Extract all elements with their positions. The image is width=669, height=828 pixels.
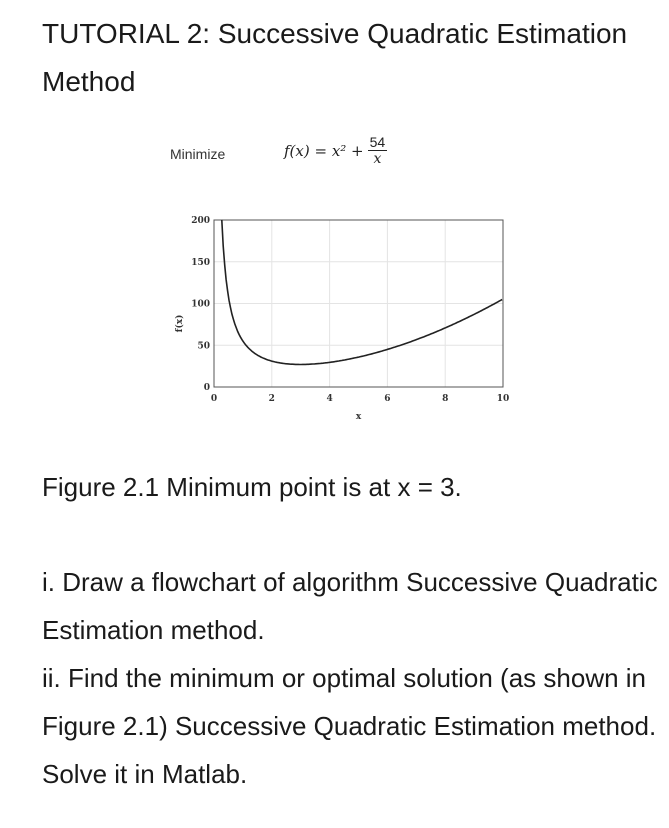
minimize-label: Minimize [170, 146, 226, 162]
y-tick-label: 0 [203, 383, 210, 393]
x-tick-label: 4 [326, 394, 333, 404]
series-line-f [222, 220, 502, 365]
question-1: i. Draw a flowchart of algorithm Successive Quadratic Estimation method. [42, 567, 658, 645]
figure-caption: Figure 2.1 Minimum point is at x = 3. [42, 472, 462, 502]
x-tick-label: 8 [442, 394, 449, 404]
formula-numerator: 54 [369, 134, 386, 150]
formula-denominator: x [373, 151, 382, 167]
page-title: TUTORIAL 2: Successive Quadratic Estimation Method [42, 18, 628, 97]
y-tick-label: 200 [191, 216, 210, 226]
x-tick-label: 0 [210, 394, 218, 404]
questions [42, 558, 662, 798]
y-tick-label: 150 [191, 257, 210, 268]
y-axis-label: f(x) [175, 314, 185, 333]
x-tick-label: 2 [268, 394, 275, 404]
x-axis-label: x [355, 412, 362, 422]
y-tick-label: 50 [197, 341, 210, 352]
function-plot [160, 120, 520, 430]
x-tick-label: 6 [384, 394, 391, 404]
x-tick-label: 10 [496, 394, 510, 404]
figure [160, 120, 520, 430]
formula-lhs: f(x) = x² + [284, 141, 364, 160]
question-2: ii. Find the minimum or optimal solution (as shown in Figure 2.1) Successive Quadratic Estimation method. Solve it in Matlab. [42, 663, 657, 789]
y-tick-label: 100 [191, 299, 210, 310]
